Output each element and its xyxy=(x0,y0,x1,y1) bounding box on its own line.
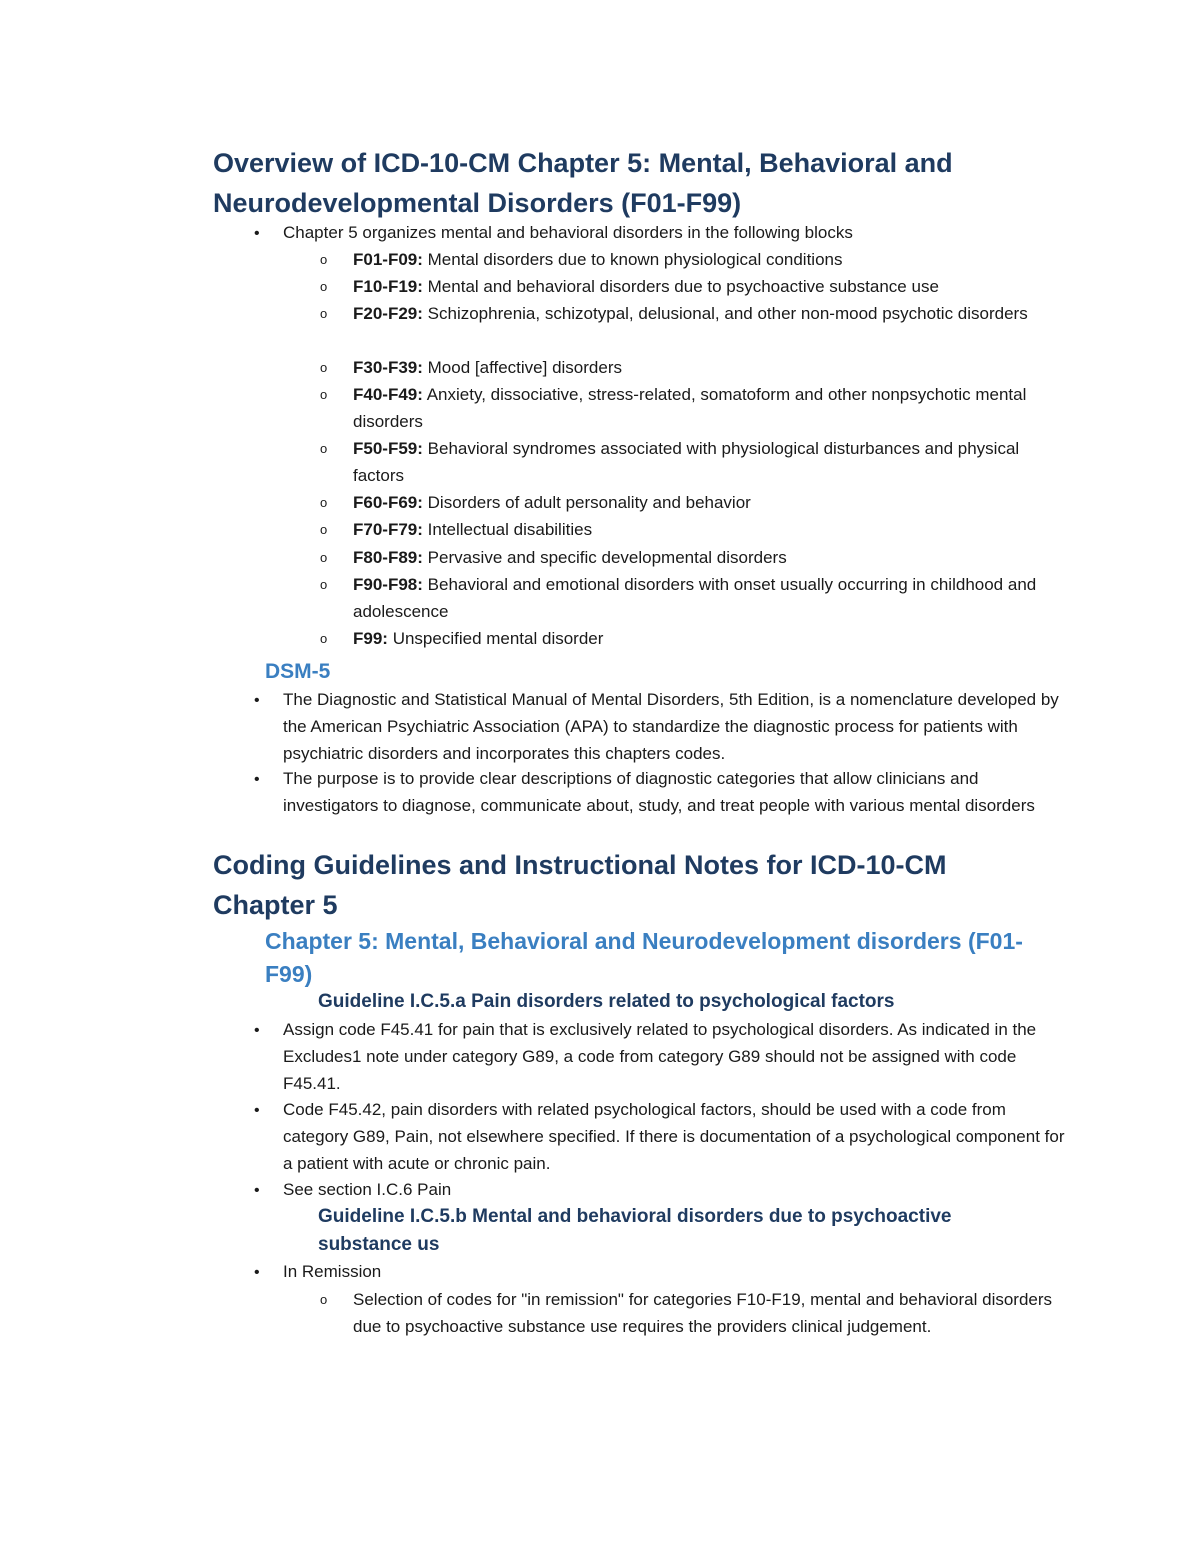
guideline-a-bullet: Assign code F45.41 for pain that is exclusively related to psychological disorders. As indicated in the Excludes1 note under category G89, a code from category G89 should not be assigned with code F45.41. xyxy=(283,1020,1037,1093)
bullet-icon: • xyxy=(254,692,260,709)
bullet-icon: • xyxy=(254,1182,260,1199)
guideline-b-bullet: In Remission xyxy=(283,1262,382,1281)
bullet-icon: • xyxy=(254,1022,260,1039)
circle-bullet-icon: o xyxy=(320,360,328,375)
bullet-icon: • xyxy=(254,225,260,242)
block-item: F80-F89: Pervasive and specific developmental disorders xyxy=(353,548,787,567)
circle-bullet-icon: o xyxy=(320,279,328,294)
block-item: F01-F09: Mental disorders due to known physiological conditions xyxy=(353,250,843,269)
chapter-heading: Chapter 5: Mental, Behavioral and Neurodevelopment disorders (F01-F99) xyxy=(265,928,1023,987)
circle-bullet-icon: o xyxy=(320,306,328,321)
block-item: F90-F98: Behavioral and emotional disorders with onset usually occurring in childhood and adolescence xyxy=(353,575,1037,621)
block-item: F99: Unspecified mental disorder xyxy=(353,629,604,648)
guideline-b-heading: Guideline I.C.5.b Mental and behavioral disorders due to psychoactive substance us xyxy=(318,1206,952,1255)
intro-text: Chapter 5 organizes mental and behavioral disorders in the following blocks xyxy=(283,223,853,242)
dsm-bullet: The Diagnostic and Statistical Manual of Mental Disorders, 5th Edition, is a nomenclature developed by the American Psychiatric Association (APA) to standardize the diagnostic process for patients with psychiatric disorders and incorporates this chapters codes. xyxy=(283,690,1059,763)
guideline-b-subbullet: Selection of codes for "in remission" for categories F10-F19, mental and behavioral disorders due to psychoactive substance use requires the providers clinical judgement. xyxy=(353,1290,1053,1336)
guideline-a-bullet: See section I.C.6 Pain xyxy=(283,1180,452,1199)
circle-bullet-icon: o xyxy=(320,495,328,510)
circle-bullet-icon: o xyxy=(320,252,328,267)
page-title: Overview of ICD-10-CM Chapter 5: Mental, Behavioral and Neurodevelopmental Disorders (F01-F99) xyxy=(213,148,953,218)
circle-bullet-icon: o xyxy=(320,631,328,646)
circle-bullet-icon: o xyxy=(320,577,328,592)
circle-bullet-icon: o xyxy=(320,441,328,456)
circle-bullet-icon: o xyxy=(320,387,328,402)
guidelines-heading: Coding Guidelines and Instructional Notes for ICD-10-CM Chapter 5 xyxy=(213,850,947,920)
bullet-icon: • xyxy=(254,1102,260,1119)
block-item: F60-F69: Disorders of adult personality and behavior xyxy=(353,493,751,512)
block-item: F70-F79: Intellectual disabilities xyxy=(353,520,593,539)
guideline-a-bullet: Code F45.42, pain disorders with related psychological factors, should be used with a code from category G89, Pain, not elsewhere specified. If there is documentation of a psychological component for a patient with acute or chronic pain. xyxy=(283,1100,1065,1173)
block-item: F40-F49: Anxiety, dissociative, stress-related, somatoform and other nonpsychotic mental disorders xyxy=(353,385,1027,431)
bullet-icon: • xyxy=(254,1264,260,1281)
circle-bullet-icon: o xyxy=(320,1292,328,1307)
circle-bullet-icon: o xyxy=(320,550,328,565)
block-item: F30-F39: Mood [affective] disorders xyxy=(353,358,622,377)
dsm-bullet: The purpose is to provide clear descriptions of diagnostic categories that allow clinicians and investigators to diagnose, communicate about, study, and treat people with various mental disorders xyxy=(283,769,1035,815)
circle-bullet-icon: o xyxy=(320,522,328,537)
block-item: F20-F29: Schizophrenia, schizotypal, delusional, and other non-mood psychotic disorders xyxy=(353,304,1028,323)
bullet-icon: • xyxy=(254,771,260,788)
dsm-heading: DSM-5 xyxy=(265,660,331,683)
guideline-a-heading: Guideline I.C.5.a Pain disorders related to psychological factors xyxy=(318,991,895,1012)
block-item: F50-F59: Behavioral syndromes associated with physiological disturbances and physical factors xyxy=(353,439,1020,485)
block-item: F10-F19: Mental and behavioral disorders due to psychoactive substance use xyxy=(353,277,939,296)
